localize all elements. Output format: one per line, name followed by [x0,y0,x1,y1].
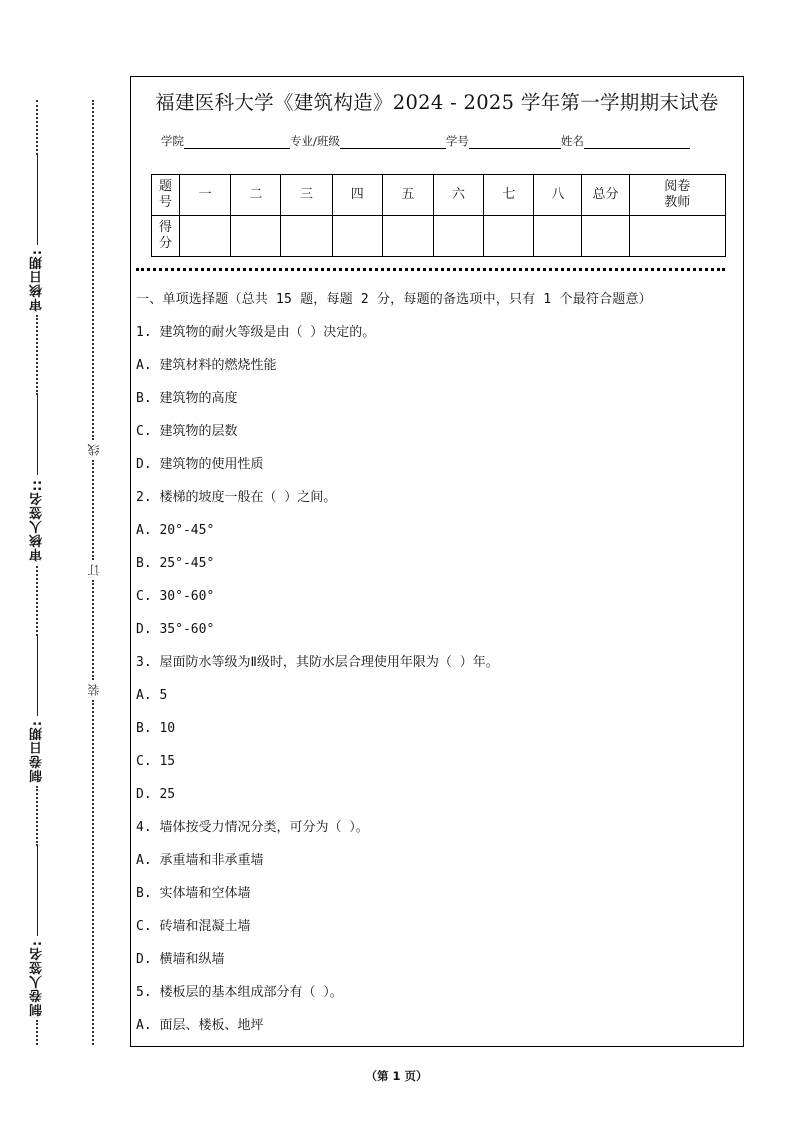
signature-blank [37,395,38,475]
total-score-cell[interactable] [582,216,629,257]
option: C. 建筑物的层数 [136,424,238,439]
option: A. 5 [136,688,168,703]
score-cell[interactable] [382,216,433,257]
option: B. 建筑物的高度 [136,391,238,406]
binding-char-xian: 线 [86,444,101,456]
binding-line [78,100,108,1045]
score-cell[interactable] [433,216,483,257]
option: B. 25°-45° [136,556,215,571]
score-value-row [152,216,726,257]
col-header: 四 [332,175,382,216]
dotted-line [92,100,94,440]
option: C. 30°-60° [136,589,215,604]
option: C. 15 [136,754,176,769]
score-cell[interactable] [484,216,534,257]
col-header: 二 [231,175,281,216]
reviewer-sign-block [28,395,47,565]
option: A. 20°-45° [136,523,215,538]
col-header: 一 [180,175,231,216]
col-header: 七 [484,175,534,216]
exam-frame [130,76,744,1047]
signature-blank [37,636,38,716]
col-header: 五 [382,175,433,216]
student-info-row [161,133,690,149]
score-cell[interactable] [231,216,281,257]
review-date-label: 审核日期: [29,249,45,312]
dotted-line [92,700,94,1045]
college-label: 学院 [161,134,184,148]
dotted-separator [136,268,725,271]
review-date-block [28,155,47,315]
option: D. 建筑物的使用性质 [136,457,264,472]
score-cell[interactable] [281,216,332,257]
dotted-line [92,460,94,560]
name-field[interactable] [584,136,690,149]
question-list [136,291,741,1050]
dotted-line [92,580,94,680]
option: B. 实体墙和空体墙 [136,886,251,901]
paper-maker-sign-block [28,846,47,1020]
question-stem: 1. 建筑物的耐火等级是由（ ）决定的。 [136,325,376,340]
total-header: 总分 [582,175,629,216]
score-header-row [152,175,726,216]
score-cell[interactable] [180,216,231,257]
paper-date-block [28,636,47,786]
grader-header: 阅卷 教师 [629,175,725,216]
question-stem: 5. 楼板层的基本组成部分有（ ）。 [136,985,343,1000]
dotted-line [36,315,38,395]
question-stem: 4. 墙体按受力情况分类，可分为（ ）。 [136,820,369,835]
col-header: 三 [281,175,332,216]
question-number-label: 题 号 [152,175,180,216]
score-cell[interactable] [534,216,582,257]
binding-char-zhuang: 装 [86,684,101,696]
col-header: 八 [534,175,582,216]
major-class-field[interactable] [340,136,446,149]
signature-blank [37,155,38,245]
dotted-line [36,1020,38,1045]
dotted-line [36,566,38,636]
score-table [151,174,726,257]
student-id-field[interactable] [469,136,561,149]
question-stem: 2. 楼梯的坡度一般在（ ）之间。 [136,490,337,505]
page-footer: （第 1 页） [365,1069,428,1083]
option: A. 建筑材料的燃烧性能 [136,358,277,373]
dotted-line [36,100,38,155]
score-label: 得 分 [152,216,180,257]
option: D. 25 [136,787,176,802]
name-label: 姓名 [560,134,584,148]
college-field[interactable] [184,136,290,149]
question-stem: 3. 屋面防水等级为Ⅱ级时，其防水层合理使用年限为（ ）年。 [136,655,499,670]
option: D. 35°-60° [136,622,215,637]
signature-column [22,100,52,1045]
binding-char-ding: 订 [86,564,101,576]
col-header: 六 [433,175,483,216]
option: C. 砖墙和混凝土墙 [136,919,251,934]
option: A. 面层、楼板、地坪 [136,1018,264,1033]
signature-blank [37,846,38,936]
page-title: 福建医科大学《建筑构造》2024 - 2025 学年第一学期期末试卷 [155,91,719,114]
dotted-line [36,786,38,846]
reviewer-sign-label: 审核人签名:: [29,479,45,562]
paper-maker-sign-label: 制卷人签名: [29,939,45,1017]
score-cell[interactable] [332,216,382,257]
option: B. 10 [136,721,176,736]
student-id-label: 学号 [445,134,469,148]
section-heading: 一、单项选择题（总共 15 题，每题 2 分，每题的备选项中，只有 1 个最符合题意） [136,292,652,307]
grader-cell[interactable] [629,216,725,257]
major-class-label: 专业/班级 [290,134,340,148]
option: A. 承重墙和非承重墙 [136,853,264,868]
paper-date-label: 制卷日期: [29,719,45,782]
option: D. 横墙和纵墙 [136,952,225,967]
